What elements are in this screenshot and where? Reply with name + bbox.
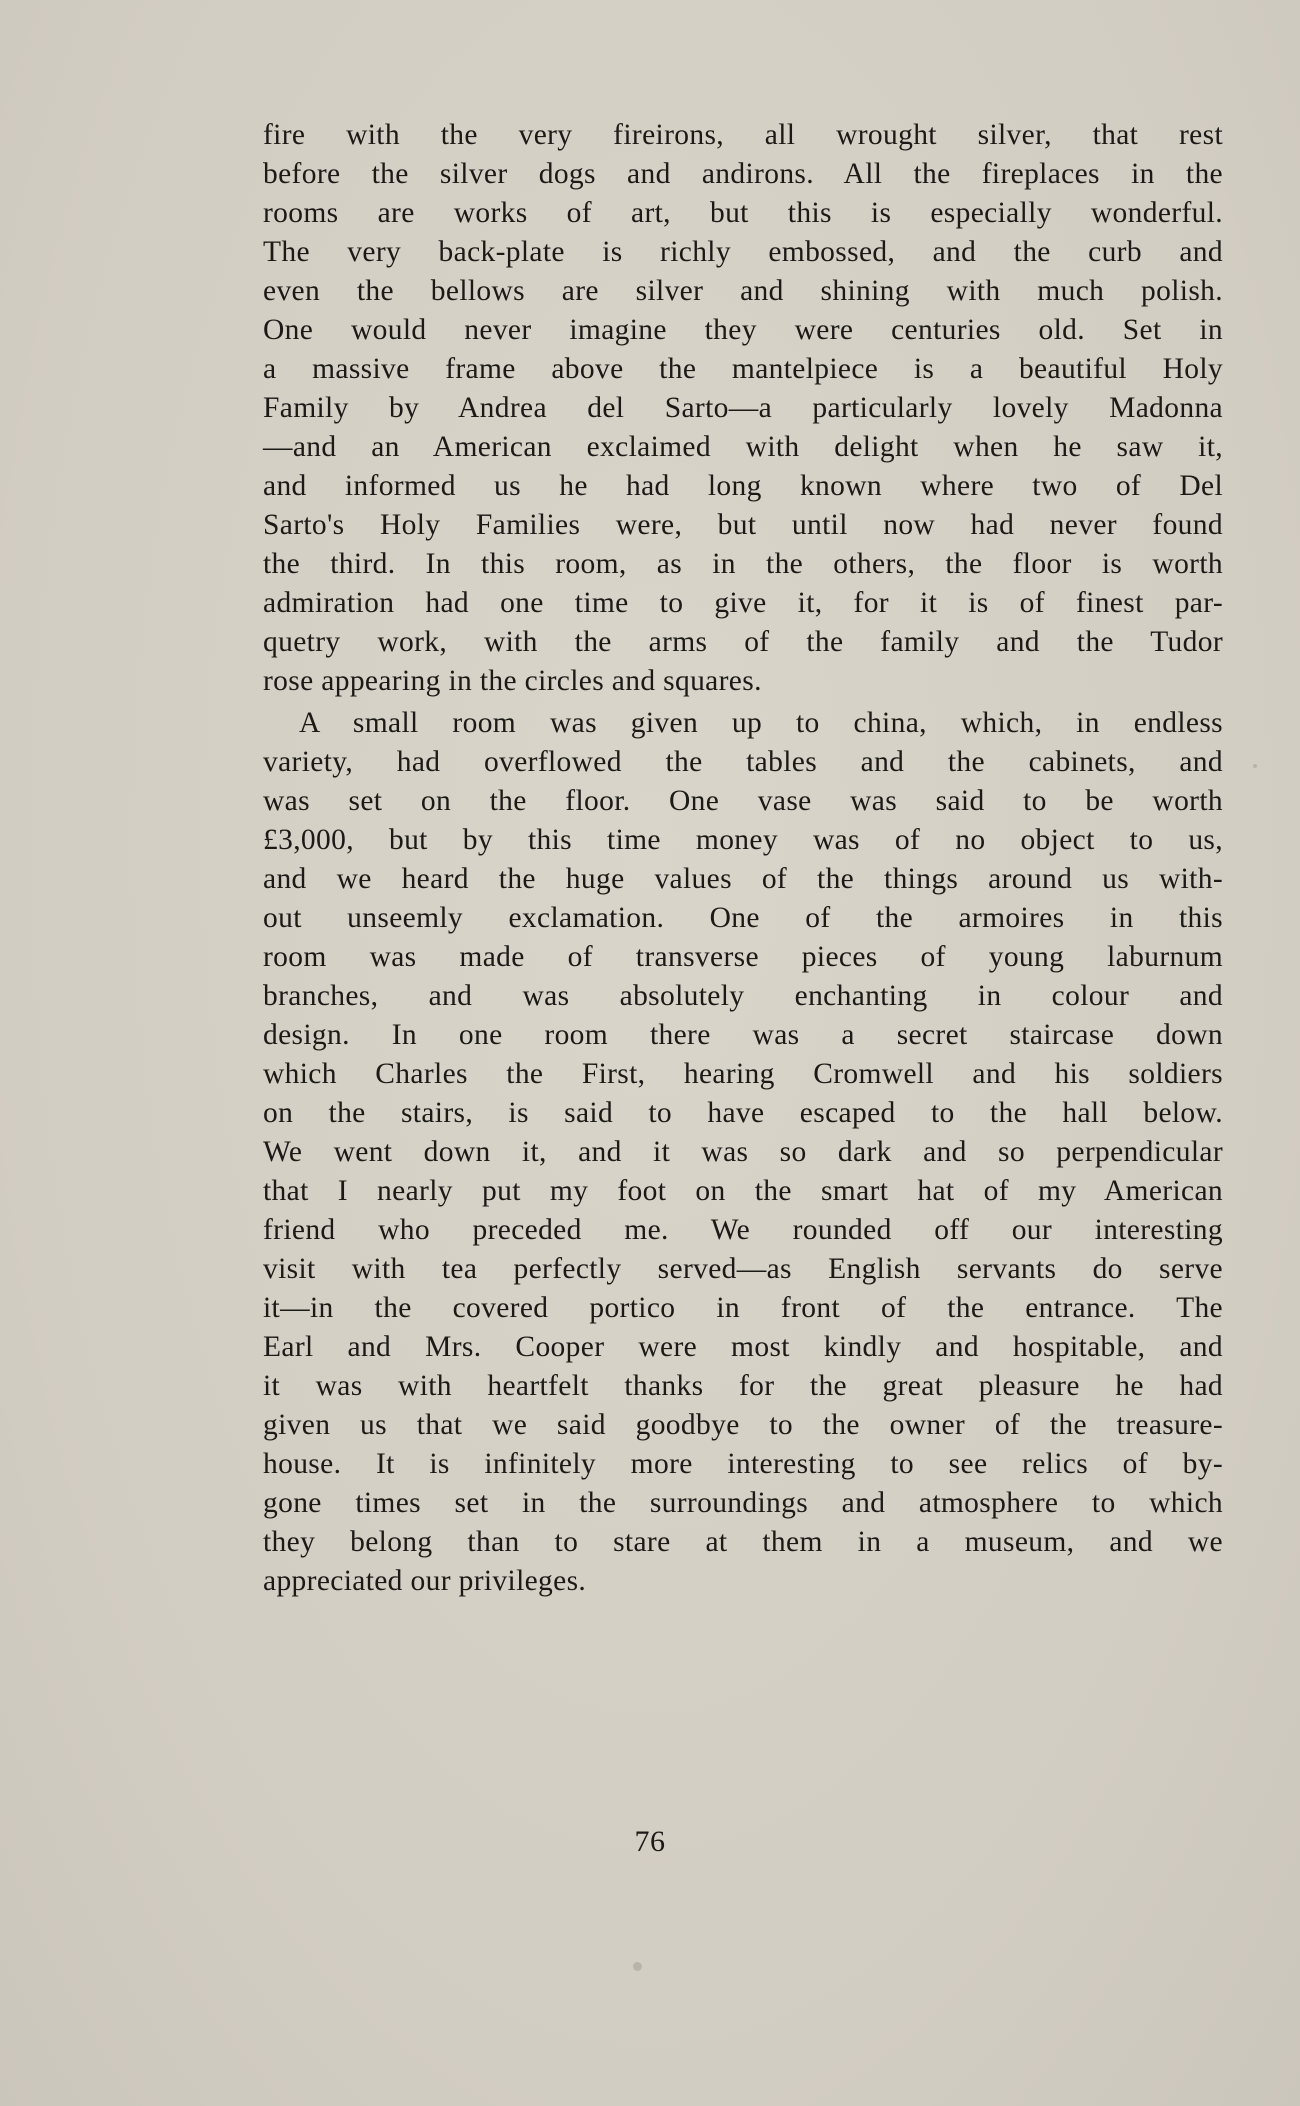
text-line: a massive frame above the mantelpiece is a beautiful Holy	[263, 353, 1223, 385]
paragraph	[263, 116, 1223, 701]
text-line: fire with the very fireirons, all wrought silver, that rest	[263, 119, 1223, 151]
text-line: Sarto's Holy Families were, but until now had never found	[263, 509, 1223, 541]
text-line: they belong than to stare at them in a museum, and we	[263, 1526, 1223, 1558]
paragraph	[263, 704, 1223, 1601]
text-line: it—in the covered portico in front of the entrance. The	[263, 1292, 1223, 1324]
text-line: A small room was given up to china, which, in endless	[299, 707, 1223, 739]
text-line: rose appearing in the circles and squares.	[263, 665, 762, 697]
text-line: rooms are works of art, but this is especially wonderful.	[263, 197, 1223, 229]
text-line: variety, had overflowed the tables and the cabinets, and	[263, 746, 1223, 778]
paper-speck	[1253, 764, 1257, 768]
text-line: The very back-plate is richly embossed, and the curb and	[263, 236, 1223, 268]
text-line: it was with heartfelt thanks for the great pleasure he had	[263, 1370, 1223, 1402]
text-line: visit with tea perfectly served—as English servants do serve	[263, 1253, 1223, 1285]
text-line: admiration had one time to give it, for it is of finest par-	[263, 587, 1223, 619]
text-line: and informed us he had long known where two of Del	[263, 470, 1223, 502]
text-line: design. In one room there was a secret staircase down	[263, 1019, 1223, 1051]
text-line: gone times set in the surroundings and atmosphere to which	[263, 1487, 1223, 1519]
body-text	[263, 116, 1223, 1601]
text-line: Earl and Mrs. Cooper were most kindly and hospitable, and	[263, 1331, 1223, 1363]
text-line: and we heard the huge values of the things around us with-	[263, 863, 1223, 895]
text-line: appreciated our privileges.	[263, 1565, 587, 1597]
text-line: before the silver dogs and andirons. All the fireplaces in the	[263, 158, 1223, 190]
text-line: even the bellows are silver and shining with much polish.	[263, 275, 1223, 307]
text-line: the third. In this room, as in the others, the floor is worth	[263, 548, 1223, 580]
text-line: room was made of transverse pieces of young laburnum	[263, 941, 1223, 973]
text-line: house. It is infinitely more interesting to see relics of by-	[263, 1448, 1223, 1480]
page-number: 76	[634, 1825, 666, 1858]
paper-speck	[633, 1962, 642, 1971]
text-line: out unseemly exclamation. One of the armoires in this	[263, 902, 1223, 934]
text-line: friend who preceded me. We rounded off our interesting	[263, 1214, 1223, 1246]
text-line: which Charles the First, hearing Cromwell and his soldiers	[263, 1058, 1223, 1090]
text-line: We went down it, and it was so dark and so perpendicular	[263, 1136, 1223, 1168]
text-line: that I nearly put my foot on the smart hat of my American	[263, 1175, 1223, 1207]
text-line: quetry work, with the arms of the family and the Tudor	[263, 626, 1223, 658]
text-line: on the stairs, is said to have escaped to the hall below.	[263, 1097, 1223, 1129]
text-line: —and an American exclaimed with delight when he saw it,	[263, 431, 1223, 463]
text-line: One would never imagine they were centuries old. Set in	[263, 314, 1223, 346]
text-line: £3,000, but by this time money was of no object to us,	[263, 824, 1223, 856]
text-line: branches, and was absolutely enchanting in colour and	[263, 980, 1223, 1012]
text-line: Family by Andrea del Sarto—a particularly lovely Madonna	[263, 392, 1223, 424]
text-line: was set on the floor. One vase was said to be worth	[263, 785, 1223, 817]
text-line: given us that we said goodbye to the owner of the treasure-	[263, 1409, 1223, 1441]
